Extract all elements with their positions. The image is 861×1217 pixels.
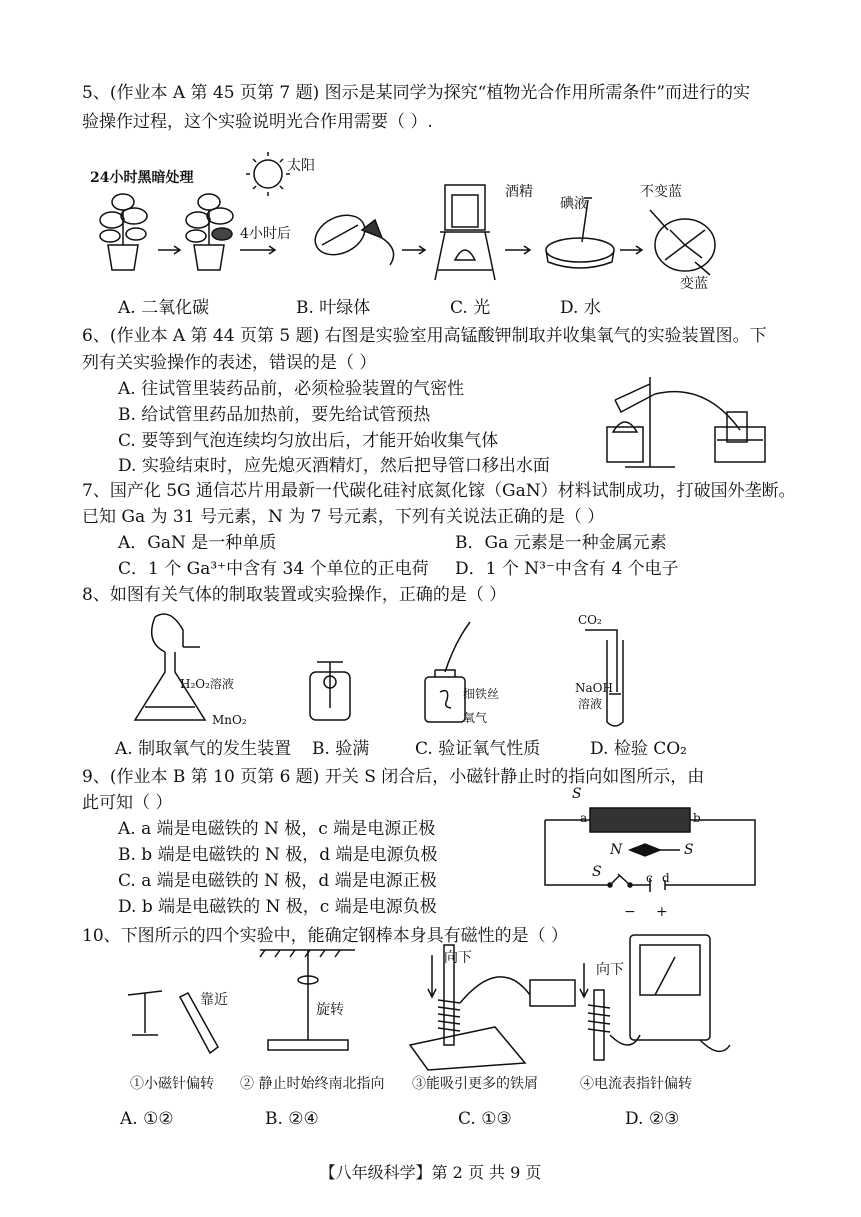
page-footer: 【八年级科学】第 2 页 共 9 页 (319, 1163, 542, 1182)
q9-label-plus: + (656, 904, 668, 920)
q9-label-n: N (610, 842, 623, 858)
q6-option-a: A. 往试管里装药品前，必须检验装置的气密性 (118, 379, 465, 399)
q8-line1: 8、如图有关气体的制取装置或实验操作，正确的是（ ） (82, 585, 507, 605)
q8-label-naoh: NaOH (575, 681, 613, 695)
q10-line1: 10、下图所示的四个实验中，能确定钢棒本身具有磁性的是（ ） (82, 926, 569, 946)
q7-line1: 7、国产化 5G 通信芯片用最新一代碳化硅衬底氮化镓（GaN）材料试制成功，打破国外垄断。 (82, 481, 796, 501)
q6-option-d: D. 实验结束时，应先熄灭酒精灯，然后把导管口移出水面 (118, 456, 550, 476)
q10-option-c: C. ①③ (458, 1109, 512, 1129)
q8-label-h2o2: H₂O₂溶液 (180, 677, 234, 691)
q9-label-b: b (693, 811, 701, 825)
q10-label-approach: 靠近 (200, 992, 228, 1008)
q10-option-d: D. ②③ (625, 1109, 680, 1129)
q9-label-a: a (580, 811, 588, 825)
q9-label-d: d (662, 871, 670, 885)
q6-option-b: B. 给试管里药品加热前，要先给试管预热 (118, 405, 431, 425)
q9-label-s-needle: S (684, 842, 694, 858)
q10-label-direction2: 向下 (596, 962, 624, 978)
q5-drawings (90, 150, 730, 300)
q5-label-sun: 太阳 (287, 158, 315, 174)
q10-caption-3: ③能吸引更多的铁屑 (412, 1076, 538, 1092)
q5-label-blue: 变蓝 (680, 276, 708, 292)
q9-label-s-switch: S (592, 864, 602, 880)
q5-label-alcohol: 酒精 (505, 184, 533, 200)
q6-option-c: C. 要等到气泡连续均匀放出后，才能开始收集气体 (118, 431, 499, 451)
q8-option-a: A. 制取氧气的发生装置 (115, 739, 292, 759)
q8-label-mno2: MnO₂ (212, 713, 247, 727)
q9-line2: 此可知（ ） (82, 793, 173, 813)
q10-caption-1: ①小磁针偏转 (130, 1076, 214, 1092)
q7-option-d: D．1 个 N³⁻中含有 4 个电子 (455, 559, 679, 579)
q10-label-direction1: 向下 (444, 950, 472, 966)
q10-option-b: B. ②④ (265, 1109, 319, 1129)
q5-label-dark: 24小时黑暗处理 (90, 170, 194, 186)
q5-option-d: D. 水 (560, 298, 601, 318)
q8-option-d: D. 检验 CO₂ (590, 739, 687, 759)
q8-option-c: C. 验证氧气性质 (415, 739, 541, 759)
q9-option-a: A. a 端是电磁铁的 N 极，c 端是电源正极 (118, 819, 436, 839)
q6-line1: 6、(作业本 A 第 44 页第 5 题) 右图是实验室用高锰酸钾制取并收集氧气的实验装置图。下 (82, 326, 767, 346)
q5-label-not-blue: 不变蓝 (640, 184, 682, 200)
q5-label-iodine: 碘液 (560, 196, 588, 212)
q9-option-b: B. b 端是电磁铁的 N 极，d 端是电源负极 (118, 845, 438, 865)
q5-label-hours: 4小时后 (240, 226, 291, 242)
q10-caption-4: ④电流表指针偏转 (580, 1076, 692, 1092)
q7-line2: 已知 Ga 为 31 号元素，N 为 7 号元素，下列有关说法正确的是（ ） (82, 507, 605, 527)
q9-option-d: D. b 端是电磁铁的 N 极，c 端是电源负极 (118, 897, 437, 917)
q8-label-oxygen: 氧气 (463, 711, 488, 725)
q6-apparatus (595, 372, 775, 472)
q9-label-s-top: S (572, 786, 582, 802)
q8-label-wire: 细铁丝 (463, 687, 500, 701)
q10-label-rotate: 旋转 (316, 1002, 344, 1018)
q9-label-c: c (646, 871, 653, 885)
q8-label-co2: CO₂ (578, 613, 602, 627)
q9-line1: 9、(作业本 B 第 10 页第 6 题) 开关 S 闭合后，小磁针静止时的指向如图所示，由 (82, 767, 705, 787)
q7-option-b: B．Ga 元素是一种金属元素 (455, 533, 667, 553)
q9-circuit-drawing (540, 800, 770, 910)
q8-label-solution: 溶液 (578, 697, 603, 711)
q10-option-a: A. ①② (120, 1109, 174, 1129)
q5-line1: 5、(作业本 A 第 45 页第 7 题) 图示是某同学为探究“植物光合作用所需条件”而进行的实 (82, 83, 751, 103)
q6-line2: 列有关实验操作的表述，错误的是（ ） (82, 353, 377, 373)
q9-option-c: C. a 端是电磁铁的 N 极，d 端是电源正极 (118, 871, 437, 891)
q8-drawings (125, 612, 645, 732)
q5-line2: 验操作过程，这个实验说明光合作用需要（ ）. (82, 112, 433, 132)
q8-option-b: B. 验满 (312, 739, 370, 759)
q7-option-c: C．1 个 Ga³⁺中含有 34 个单位的正电荷 (118, 559, 429, 579)
q5-option-b: B. 叶绿体 (296, 298, 371, 318)
q10-caption-2: ② 静止时始终南北指向 (240, 1076, 385, 1092)
q5-option-c: C. 光 (450, 298, 491, 318)
q7-option-a: A．GaN 是一种单质 (118, 533, 277, 553)
q9-label-minus: − (624, 904, 636, 920)
q5-option-a: A. 二氧化碳 (118, 298, 210, 318)
